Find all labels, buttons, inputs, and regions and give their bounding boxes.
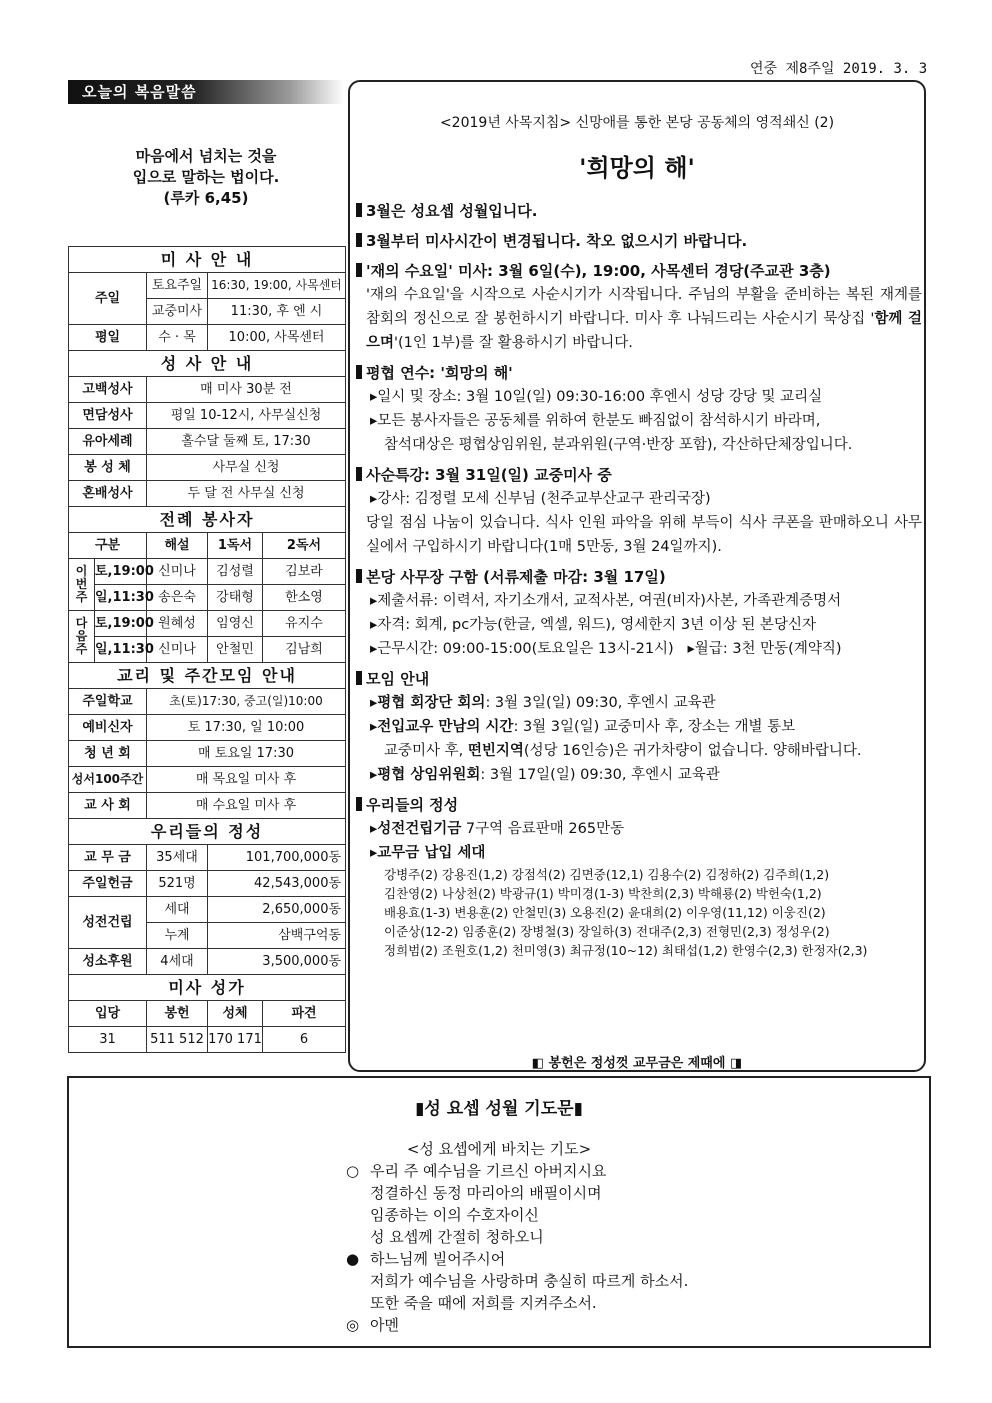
circle-icon: ○ xyxy=(346,1162,360,1180)
servers-section-title: 전례 봉사자 xyxy=(69,507,346,533)
issue-date: 연중 제8주일 2019. 3. 3 xyxy=(750,61,928,77)
gospel-line: 마음에서 넘치는 것을 xyxy=(135,147,277,165)
prayer-line: 저희가 예수님을 사랑하며 충실히 따르게 하소서. xyxy=(370,1272,689,1290)
sacrament-value: 매 미사 30분 전 xyxy=(147,377,346,403)
notice-item: ▸평협 상임위원회: 3월 17일(일) 09:30, 후엔시 교육관 xyxy=(370,767,720,783)
servers-cell: 김보라 xyxy=(263,559,346,585)
notice-content xyxy=(356,196,922,960)
notice-item: ▸성전건립기금 7구역 음료판매 265만동 xyxy=(370,821,625,837)
servers-time: 일,11:30 xyxy=(95,585,147,611)
donor-line: 정희범(2) 조원호(1,2) 천미영(3) 최규정(10~12) 최태섭(1,2) 한영수(2,3) 한정자(2,3) xyxy=(384,943,868,958)
gospel-banner: 오늘의 복음말씀 xyxy=(68,80,344,104)
donor-line: 강병주(2) 강용진(1,2) 강점석(2) 김면중(12,1) 김용수(2) 김정하(2) 김주희(1,2) xyxy=(384,867,830,882)
meeting-label: 주일학교 xyxy=(69,689,147,715)
hymn-number: 170 171 xyxy=(208,1027,263,1053)
prayer-line: 정결하신 동정 마리아의 배필이시며 xyxy=(370,1184,602,1202)
notice-title: '희망의 해' xyxy=(579,154,695,182)
servers-time: 일,11:30 xyxy=(95,637,147,663)
filled-circle-icon: ● xyxy=(346,1250,360,1268)
servers-time: 토,19:00 xyxy=(95,611,147,637)
prayer-line: 또한 죽을 때에 저희를 지켜주소서. xyxy=(370,1294,597,1312)
sacrament-value: 두 달 전 사무실 신청 xyxy=(147,481,346,507)
notice-item: ▸교무금 납입 세대 xyxy=(370,845,486,861)
servers-cell: 김남희 xyxy=(263,637,346,663)
prayer-text xyxy=(346,1160,688,1336)
servers-cell: 신미나 xyxy=(147,559,208,585)
notice-heading: 3월부터 미사시간이 변경됩니다. 착오 없으시기 바랍니다. xyxy=(356,229,922,253)
prayer-line: ◎ 아멘 xyxy=(346,1316,399,1334)
offering-count: 4세대 xyxy=(147,949,208,975)
notice-item: ▸자격: 회계, pc가능(한글, 엑셀, 워드), 영세한지 3년 이상 된 본당신자 xyxy=(370,617,816,633)
bullet-bar-icon xyxy=(356,203,362,217)
offering-amount: 101,700,000동 xyxy=(208,845,346,871)
donor-line: 배용효(1-3) 변용훈(2) 안철민(3) 오용진(2) 윤대희(2) 이우영(11,12) 이웅진(2) xyxy=(384,905,826,920)
offering-label: 성전건립 xyxy=(69,897,147,949)
prayer-line: ○ 우리 주 예수님을 기르신 아버지시요 xyxy=(346,1162,607,1180)
notice-subtitle: <2019년 사목지침> 신망애를 통한 본당 공동체의 영적쇄신 (2) xyxy=(439,115,835,131)
notice-heading: 사순특강: 3월 31일(일) 교중미사 중 xyxy=(356,463,922,487)
notice-item: ▸제출서류: 이력서, 자기소개서, 교적사본, 여권(비자)사본, 가족관계증명서 xyxy=(370,593,842,609)
mass-cell: 토요주일 xyxy=(147,273,208,299)
gospel-line: 입으로 말하는 법이다. xyxy=(132,168,280,186)
bullet-bar-icon xyxy=(356,467,362,481)
notice-item: ▸전입교우 만남의 시간: 3월 3일(일) 교중미사 후, 장소는 개별 통보 xyxy=(370,719,796,735)
sacrament-value: 사무실 신청 xyxy=(147,455,346,481)
mass-cell: 수 · 목 xyxy=(147,325,208,351)
servers-cell: 강태형 xyxy=(208,585,263,611)
meeting-label: 청 년 회 xyxy=(69,741,147,767)
notice-heading: 본당 사무장 구함 (서류제출 마감: 3월 17일) xyxy=(356,565,922,589)
notice-heading: 평협 연수: '희망의 해' xyxy=(356,361,922,385)
prayer-line: 임종하는 이의 수호자이신 xyxy=(370,1206,539,1224)
meeting-value: 매 토요일 17:30 xyxy=(147,741,346,767)
servers-cell: 원혜성 xyxy=(147,611,208,637)
offering-count: 35세대 xyxy=(147,845,208,871)
bullet-bar-icon xyxy=(356,263,362,277)
bullet-bar-icon xyxy=(356,233,362,247)
sacrament-label: 면담성사 xyxy=(69,403,147,429)
meeting-label: 교 사 회 xyxy=(69,793,147,819)
meeting-value: 매 목요일 미사 후 xyxy=(147,767,346,793)
donor-line: 김찬영(2) 나상천(2) 박광규(1) 박미경(1-3) 박찬희(2,3) 박해룡(2) 박헌숙(1,2) xyxy=(384,886,822,901)
notice-heading: 3월은 성요셉 성월입니다. xyxy=(356,199,922,223)
offering-amount: 2,650,000동 xyxy=(208,897,346,923)
donor-line: 이준상(12-2) 임종훈(2) 장병철(3) 장일하(3) 전대주(2,3) 전형민(2,3) 정성우(2) xyxy=(384,924,830,939)
servers-cell: 임영신 xyxy=(208,611,263,637)
offering-count: 세대 xyxy=(147,897,208,923)
notice-item: 교중미사 후, 떤빈지역(성당 16인승)은 귀가차량이 없습니다. 양해바랍니다. xyxy=(384,743,862,759)
notice-item: 참석대상은 평협상임위원, 분과위원(구역·반장 포함), 각산하단체장입니다. xyxy=(384,437,853,453)
sacrament-value: 홀수달 둘째 토, 17:30 xyxy=(147,429,346,455)
servers-week-label: 이번주 xyxy=(69,559,95,611)
servers-cell: 한소영 xyxy=(263,585,346,611)
mass-cell: 11:30, 후 엔 시 xyxy=(208,299,346,325)
notice-heading: 모임 안내 xyxy=(356,667,922,691)
mass-sunday-label: 주일 xyxy=(69,273,147,325)
notice-item: ▸강사: 김정렬 모세 신부님 (천주교부산교구 관리국장) xyxy=(370,491,711,507)
servers-cell: 송은숙 xyxy=(147,585,208,611)
hymn-header: 파견 xyxy=(263,1001,346,1027)
meeting-label: 예비신자 xyxy=(69,715,147,741)
servers-cell: 김성렬 xyxy=(208,559,263,585)
sacrament-label: 봉 성 체 xyxy=(69,455,147,481)
servers-time: 토,19:00 xyxy=(95,559,147,585)
mass-cell: 10:00, 사목센터 xyxy=(208,325,346,351)
prayer-title: ▮성 요셉 성월 기도문▮ xyxy=(415,1099,583,1119)
double-circle-icon: ◎ xyxy=(346,1316,360,1334)
bullet-bar-icon xyxy=(356,569,362,583)
offering-section-title: 우리들의 정성 xyxy=(69,819,346,845)
servers-header: 2독서 xyxy=(263,533,346,559)
notice-heading: '재의 수요일' 미사: 3월 6일(수), 19:00, 사목센터 경당(주교관 3층) xyxy=(356,259,922,283)
offering-label: 주일헌금 xyxy=(69,871,147,897)
meeting-label: 성서100주간 xyxy=(69,767,147,793)
mass-weekday-label: 평일 xyxy=(69,325,147,351)
sacrament-label: 유아세례 xyxy=(69,429,147,455)
sacraments-section-title: 성 사 안 내 xyxy=(69,351,346,377)
notice-paragraph: '재의 수요일'을 시작으로 사순시기가 시작됩니다. 주님의 부활을 준비하는 복된 재계를 참회의 정신으로 잘 봉헌하시기 바랍니다. 미사 후 나눠드리는 사순시기 묵상집 '함께 걸으며'(1인 1부)를 잘 활용하시기 바랍니다. xyxy=(366,287,922,351)
servers-header: 구분 xyxy=(69,533,147,559)
sacrament-label: 혼배성사 xyxy=(69,481,147,507)
hymn-number: 511 512 xyxy=(147,1027,208,1053)
prayer-line: 성 요셉께 간절히 청하오니 xyxy=(370,1228,544,1246)
servers-cell: 안철민 xyxy=(208,637,263,663)
offering-amount: 삼백구억동 xyxy=(208,923,346,949)
servers-cell: 신미나 xyxy=(147,637,208,663)
gospel-reference: (루카 6,45) xyxy=(163,189,249,207)
hymn-header: 성체 xyxy=(208,1001,263,1027)
meeting-value: 토 17:30, 일 10:00 xyxy=(147,715,346,741)
hymn-header: 봉헌 xyxy=(147,1001,208,1027)
hymn-number: 6 xyxy=(263,1027,346,1053)
prayer-subtitle: <성 요셉에게 바치는 기도> xyxy=(406,1140,592,1158)
gospel-quote xyxy=(68,146,344,209)
bullet-bar-icon xyxy=(356,671,362,685)
servers-cell: 유지수 xyxy=(263,611,346,637)
offering-reminder: ◧ 봉헌은 정성껏 교무금은 제때에 ◨ xyxy=(531,1056,743,1071)
notice-item: ▸평협 회장단 회의: 3월 3일(일) 09:30, 후엔시 교육관 xyxy=(370,695,716,711)
hymns-section-title: 미사 성가 xyxy=(69,975,346,1001)
sacrament-label: 고백성사 xyxy=(69,377,147,403)
info-table xyxy=(68,246,346,1053)
notice-heading: 우리들의 정성 xyxy=(356,793,922,817)
servers-header: 1독서 xyxy=(208,533,263,559)
notice-paragraph: 당일 점심 나눔이 있습니다. 식사 인원 파악을 위해 부득이 식사 쿠폰을 판매하오니 사무실에서 구입하시기 바랍니다(1매 5만동, 3월 24일까지). xyxy=(366,515,922,555)
offering-label: 교 무 금 xyxy=(69,845,147,871)
offering-amount: 42,543,000동 xyxy=(208,871,346,897)
notice-item: ▸일시 및 장소: 3월 10일(일) 09:30-16:00 후엔시 성당 강당 및 교리실 xyxy=(370,389,823,405)
mass-section-title: 미 사 안 내 xyxy=(69,247,346,273)
mass-cell: 교중미사 xyxy=(147,299,208,325)
offering-label: 성소후원 xyxy=(69,949,147,975)
hymn-header: 입당 xyxy=(69,1001,147,1027)
bullet-bar-icon xyxy=(356,365,362,379)
servers-week-label: 다음주 xyxy=(69,611,95,663)
bullet-bar-icon xyxy=(356,797,362,811)
prayer-line: ● 하느님께 빌어주시어 xyxy=(346,1250,506,1268)
meeting-value: 매 수요일 미사 후 xyxy=(147,793,346,819)
mass-cell: 16:30, 19:00, 사목센터 xyxy=(208,273,346,299)
sacrament-value: 평일 10-12시, 사무실신청 xyxy=(147,403,346,429)
notice-item: ▸근무시간: 09:00-15:00(토요일은 13시-21시) ▸월급: 3천 만동(계약직) xyxy=(370,641,842,657)
notice-item: ▸모든 봉사자들은 공동체를 위하여 한분도 빠짐없이 참석하시기 바라며, xyxy=(370,413,821,429)
offering-count: 521명 xyxy=(147,871,208,897)
hymn-number: 31 xyxy=(69,1027,147,1053)
meeting-value: 초(토)17:30, 중고(일)10:00 xyxy=(147,689,346,715)
meetings-section-title: 교리 및 주간모임 안내 xyxy=(69,663,346,689)
servers-header: 해설 xyxy=(147,533,208,559)
offering-count: 누계 xyxy=(147,923,208,949)
offering-amount: 3,500,000동 xyxy=(208,949,346,975)
